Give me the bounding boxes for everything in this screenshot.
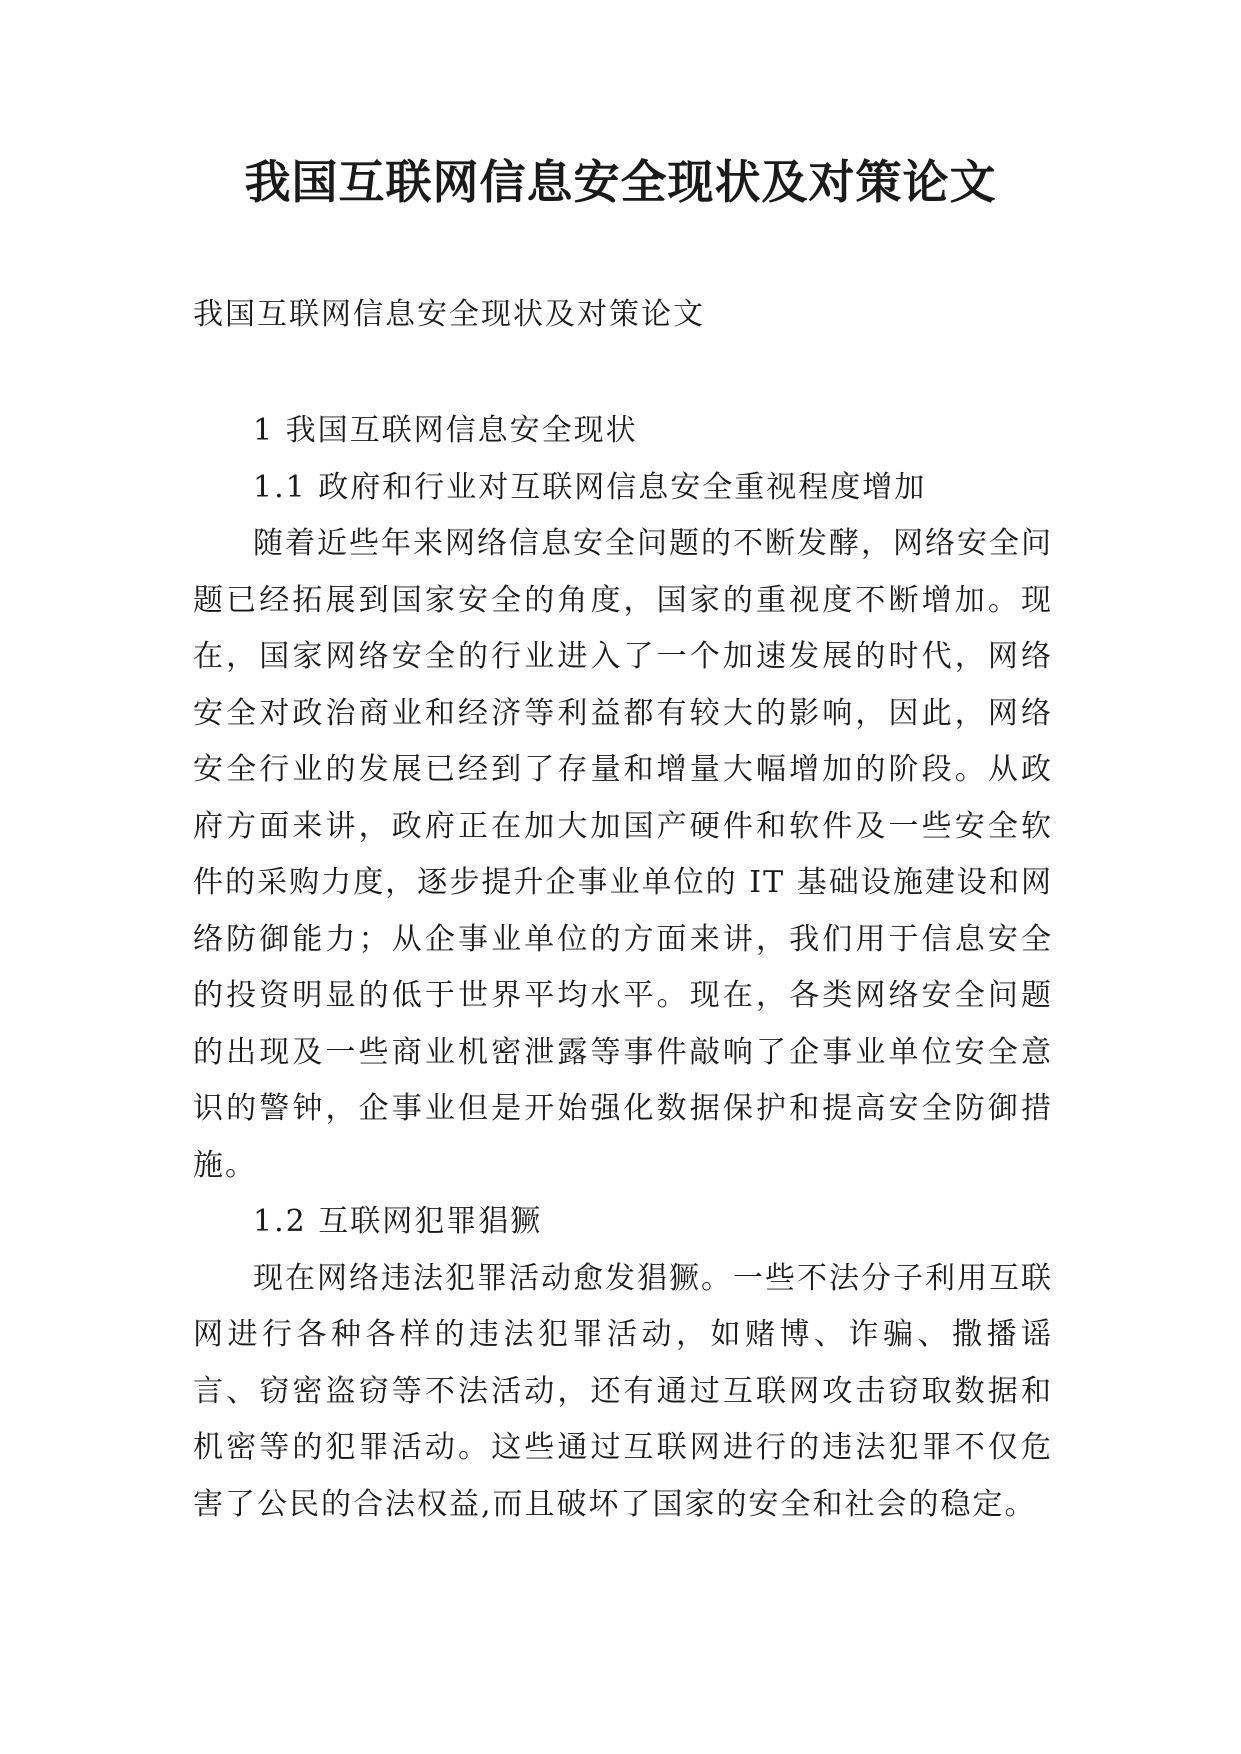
section-1-2-heading: 1.2 互联网犯罪猖獗 — [253, 1204, 543, 1239]
document-subtitle: 我国互联网信息安全现状及对策论文 — [193, 297, 705, 332]
section-1-2-paragraph: 现在网络违法犯罪活动愈发猖獗。一些不法分子利用互联网进行各种各样的违法犯罪活动，如赌博、诈骗、撒播谣言、窃密盗窃等不法活动，还有通过互联网攻击窃取数据和机密等的犯罪活动。这些通过互联网进行的违法犯罪不仅危害了公民的合法权益,而且破坏了国家的安全和社会的稳定。 — [193, 1260, 1053, 1522]
section-1-1-heading: 1.1 政府和行业对互联网信息安全重视程度增加 — [253, 469, 927, 505]
section-1-heading: 1 我国互联网信息安全现状 — [253, 413, 638, 448]
document-title: 我国互联网信息安全现状及对策论文 — [244, 155, 997, 209]
section-1-1-paragraph: 随着近些年来网络信息安全问题的不断发酵，网络安全问题已经拓展到国家安全的角度，国家的重视度不断增加。现在，国家网络安全的行业进入了一个加速发展的时代，网络安全对政治商业和经济等利益都有较大的影响，因此，网络安全行业的发展已经到了存量和增量大幅增加的阶段。从政府方面来讲，政府正在加大加国产硬件和软件及一些安全软件的采购力度，逐步提升企事业单位的 IT 基础设施建设和网络防御能力；从企事业单位的方面来讲，我们用于信息安全的投资明显的低于世界平均水平。现在，各类网络安全问题的出现及一些商业机密泄露等事件敲响了企事业单位安全意识的警钟，企事业但是开始强化数据保护和提高安全防御措施。 — [193, 526, 1053, 1183]
document-body — [193, 403, 1053, 1533]
